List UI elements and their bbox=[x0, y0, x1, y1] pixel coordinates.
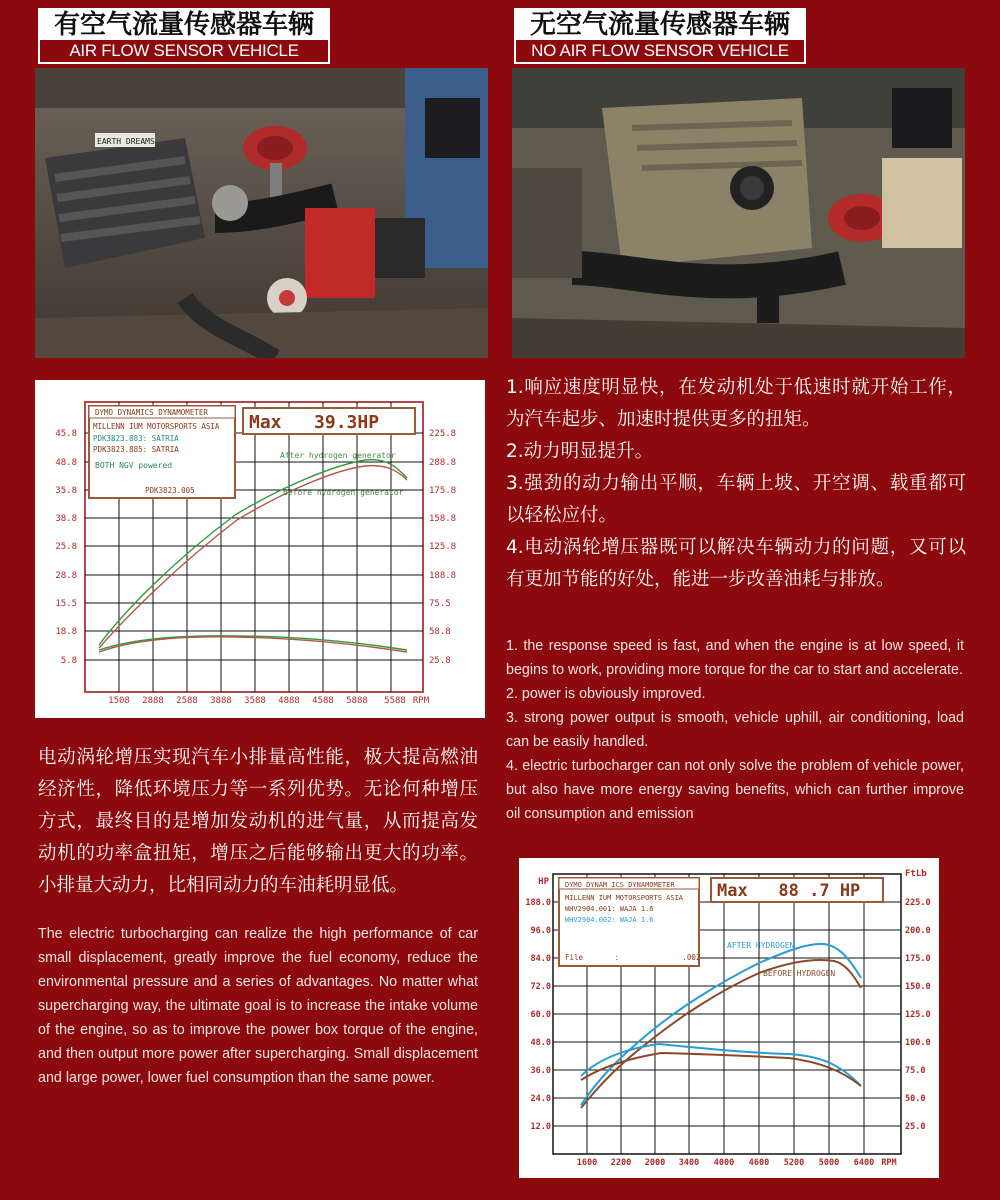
chart1-left-tick: 28.8 bbox=[55, 571, 77, 581]
chart2-left-tick: 12.0 bbox=[530, 1122, 551, 1132]
chart1-x-tick: 2588 bbox=[176, 696, 198, 706]
chart2-right-tick: 50.0 bbox=[905, 1094, 926, 1104]
chart2-x-tick: 2200 bbox=[610, 1158, 632, 1168]
chart2-left-tick: 24.0 bbox=[530, 1094, 551, 1104]
chart2-left-tick: 188.0 bbox=[525, 898, 551, 908]
chart2-x-tick: 5200 bbox=[783, 1158, 805, 1168]
left-header-en: AIR FLOW SENSOR VEHICLE bbox=[40, 40, 328, 62]
chart2-left-tick: 72.0 bbox=[530, 982, 551, 992]
chart1-right-tick: 175.8 bbox=[429, 486, 457, 496]
feature-cn-item: 4.电动涡轮增压器既可以解决车辆动力的问题，又可以有更加节能的好处，能进一步改善油耗与排放。 bbox=[506, 537, 966, 590]
features-en bbox=[506, 634, 964, 826]
chart2-x-tick: 1600 bbox=[576, 1158, 598, 1168]
chart2-right-tick: 25.0 bbox=[905, 1122, 926, 1132]
chart1-right-tick: 25.8 bbox=[429, 656, 451, 666]
chart2-max-box bbox=[711, 878, 883, 902]
chart2-info-line: WHV2904.001: WAJA 1.6 bbox=[565, 905, 654, 913]
chart1-x-tick: 4888 bbox=[278, 696, 300, 706]
chart1-x-tick: 5588 bbox=[384, 696, 406, 706]
chart1-info-line: PDK3823.883: SATRIA bbox=[93, 434, 179, 443]
chart2-info-box bbox=[559, 878, 700, 966]
feature-cn-item: 1.响应速度明显快，在发动机处于低速时就开始工作，为汽车起步、加速时提供更多的扭矩。 bbox=[506, 377, 966, 430]
chart2-right-tick: 200.0 bbox=[905, 926, 931, 936]
chart2-x-tick: 4600 bbox=[748, 1158, 770, 1168]
chart1-info-line: BOTH NGV powered bbox=[95, 461, 173, 470]
chart2-left-unit: HP bbox=[538, 877, 549, 887]
chart1-right-tick: 125.8 bbox=[429, 542, 457, 552]
chart2-x-tick: 6400 bbox=[853, 1158, 875, 1168]
chart1-left-tick: 38.8 bbox=[55, 514, 77, 524]
chart1-left-tick: 15.5 bbox=[55, 599, 77, 609]
chart2-right-tick: 75.0 bbox=[905, 1066, 926, 1076]
chart1-x-tick: 5888 bbox=[346, 696, 368, 706]
chart1-x-tick: 4588 bbox=[312, 696, 334, 706]
engine-photo-with-sensor bbox=[35, 68, 488, 358]
chart2-x-tick: 4000 bbox=[713, 1158, 735, 1168]
chart2-right-tick: 125.0 bbox=[905, 1010, 931, 1020]
features-cn bbox=[506, 372, 966, 596]
left-header-cn: 有空气流量传感器车辆 bbox=[53, 10, 314, 40]
chart1-brand: DYMO DYNAMICS DYNAMOMETER bbox=[95, 408, 208, 417]
chart1-left-tick: 25.8 bbox=[55, 542, 77, 552]
right-header bbox=[514, 8, 806, 64]
chart1-info-line: PDK3823.005 bbox=[145, 486, 195, 495]
chart1-info-box bbox=[89, 406, 235, 498]
chart2-right-tick: 100.0 bbox=[905, 1038, 931, 1048]
chart2-left-tick: 96.0 bbox=[530, 926, 551, 936]
chart1-info-line: PDK3823.885: SATRIA bbox=[93, 445, 179, 454]
chart1-max-box bbox=[243, 408, 415, 434]
chart1-left-tick: 45.8 bbox=[55, 429, 77, 439]
chart2-max-label: Max 88 .7 HP bbox=[717, 881, 861, 901]
chart2-left-tick: 84.0 bbox=[530, 954, 551, 964]
intro-cn bbox=[38, 742, 478, 902]
intro-cn-text: 电动涡轮增压实现汽车小排量高性能，极大提高燃油经济性，降低环境压力等一系列优势。无论何种增压方式，最终目的是增加发动机的进气量，从而提高发动机的功率盒扭矩，增压之后能够输出更大的功率。小排量大动力，比相同动力的车油耗明显低。 bbox=[38, 747, 478, 896]
chart1-right-tick: 58.8 bbox=[429, 627, 451, 637]
engine-bay-illustration bbox=[35, 68, 488, 358]
chart1-x-tick: 3888 bbox=[210, 696, 232, 706]
chart1-x-unit: RPM bbox=[412, 696, 430, 706]
chart2-left-tick: 60.0 bbox=[530, 1010, 551, 1020]
feature-cn-item: 3.强劲的动力输出平顺，车辆上坡、开空调、载重都可以轻松应付。 bbox=[506, 473, 966, 526]
chart1-info-line: MILLENN IUM MOTORSPORTS ASIA bbox=[93, 422, 220, 431]
right-header-cn: 无空气流量传感器车辆 bbox=[529, 10, 790, 40]
chart2-annot-before: BEFORE HYDROGEN bbox=[763, 969, 836, 978]
chart2-x-tick: 2000 bbox=[644, 1158, 666, 1168]
chart1-annot-before: Before hydrogen generator bbox=[283, 488, 404, 497]
chart2-right-tick: 175.0 bbox=[905, 954, 931, 964]
chart1-left-tick: 18.8 bbox=[55, 627, 77, 637]
chart2-x-tick: 5000 bbox=[818, 1158, 840, 1168]
chart1-x-tick: 2888 bbox=[142, 696, 164, 706]
chart2-x-tick: 3400 bbox=[678, 1158, 700, 1168]
chart2-annot-after: AFTER HYDROGEN bbox=[727, 941, 795, 950]
chart2-right-tick: 225.0 bbox=[905, 898, 931, 908]
right-header-en: NO AIR FLOW SENSOR VEHICLE bbox=[516, 40, 804, 62]
chart2-info-line: WHV2904.002: WAJA 1.6 bbox=[565, 916, 654, 924]
intro-en-text: The electric turbocharging can realize the high performance of car small displacement, greatly improve the fuel economy, reduce the environmental pressure and a series of advantages. No matter what supercharging way, the ultimate goal is to increase the intake volume of the engine, so as to improve the power box torque of the engine, and then output more power after supercharging. Small displacement and large power, lower fuel consumption than the same power. bbox=[38, 926, 478, 1086]
feature-en-item: 4. electric turbocharger can not only solve the problem of vehicle power, but also have more energy saving benefits, which can further improve oil consumption and emission bbox=[506, 758, 964, 822]
feature-en-item: 1. the response speed is fast, and when the engine is at low speed, it begins to work, providing more torque for the car to start and accelerate. bbox=[506, 638, 964, 678]
chart1-right-tick: 188.8 bbox=[429, 571, 457, 581]
engine-photo-without-sensor bbox=[512, 68, 965, 358]
left-header bbox=[38, 8, 330, 64]
chart1-left-tick: 48.8 bbox=[55, 458, 77, 468]
chart1-annot-after: After hydrogen generator bbox=[280, 451, 396, 460]
chart2-power-before-line bbox=[581, 960, 861, 1108]
chart1-right-tick: 158.8 bbox=[429, 514, 457, 524]
chart2-brand: DYMO DYNAM ICS DYNAMOMETER bbox=[565, 881, 675, 889]
chart1-right-tick: 288.8 bbox=[429, 458, 457, 468]
chart2-info-line: MILLENN IUM MOTORSPORTS ASIA bbox=[565, 894, 684, 902]
chart2-right-unit: FtLb bbox=[905, 869, 927, 879]
svg-text:EARTH DREAMS: EARTH DREAMS bbox=[97, 137, 155, 146]
chart1-left-tick: 5.8 bbox=[60, 656, 77, 666]
chart2-x-unit: RPM bbox=[881, 1158, 897, 1168]
chart1-x-tick: 1508 bbox=[108, 696, 130, 706]
chart2-info-line: File : .002 bbox=[565, 953, 701, 962]
dyno-chart-waja bbox=[519, 858, 939, 1178]
chart1-right-tick: 225.8 bbox=[429, 429, 457, 439]
chart2-left-tick: 48.0 bbox=[530, 1038, 551, 1048]
chart1-left-tick: 35.8 bbox=[55, 486, 77, 496]
chart1-x-tick: 3588 bbox=[244, 696, 266, 706]
chart2-right-tick: 150.0 bbox=[905, 982, 931, 992]
engine-bay-illustration bbox=[512, 68, 965, 358]
dyno-chart-satria bbox=[35, 380, 485, 718]
intro-en bbox=[38, 922, 478, 1090]
feature-cn-item: 2.动力明显提升。 bbox=[506, 441, 654, 462]
feature-en-item: 2. power is obviously improved. bbox=[506, 686, 706, 702]
chart1-right-tick: 75.5 bbox=[429, 599, 451, 609]
chart2-left-tick: 36.0 bbox=[530, 1066, 551, 1076]
chart1-max-label: Max 39.3HP bbox=[249, 412, 380, 433]
feature-en-item: 3. strong power output is smooth, vehicle uphill, air conditioning, load can be easily handled. bbox=[506, 710, 964, 750]
